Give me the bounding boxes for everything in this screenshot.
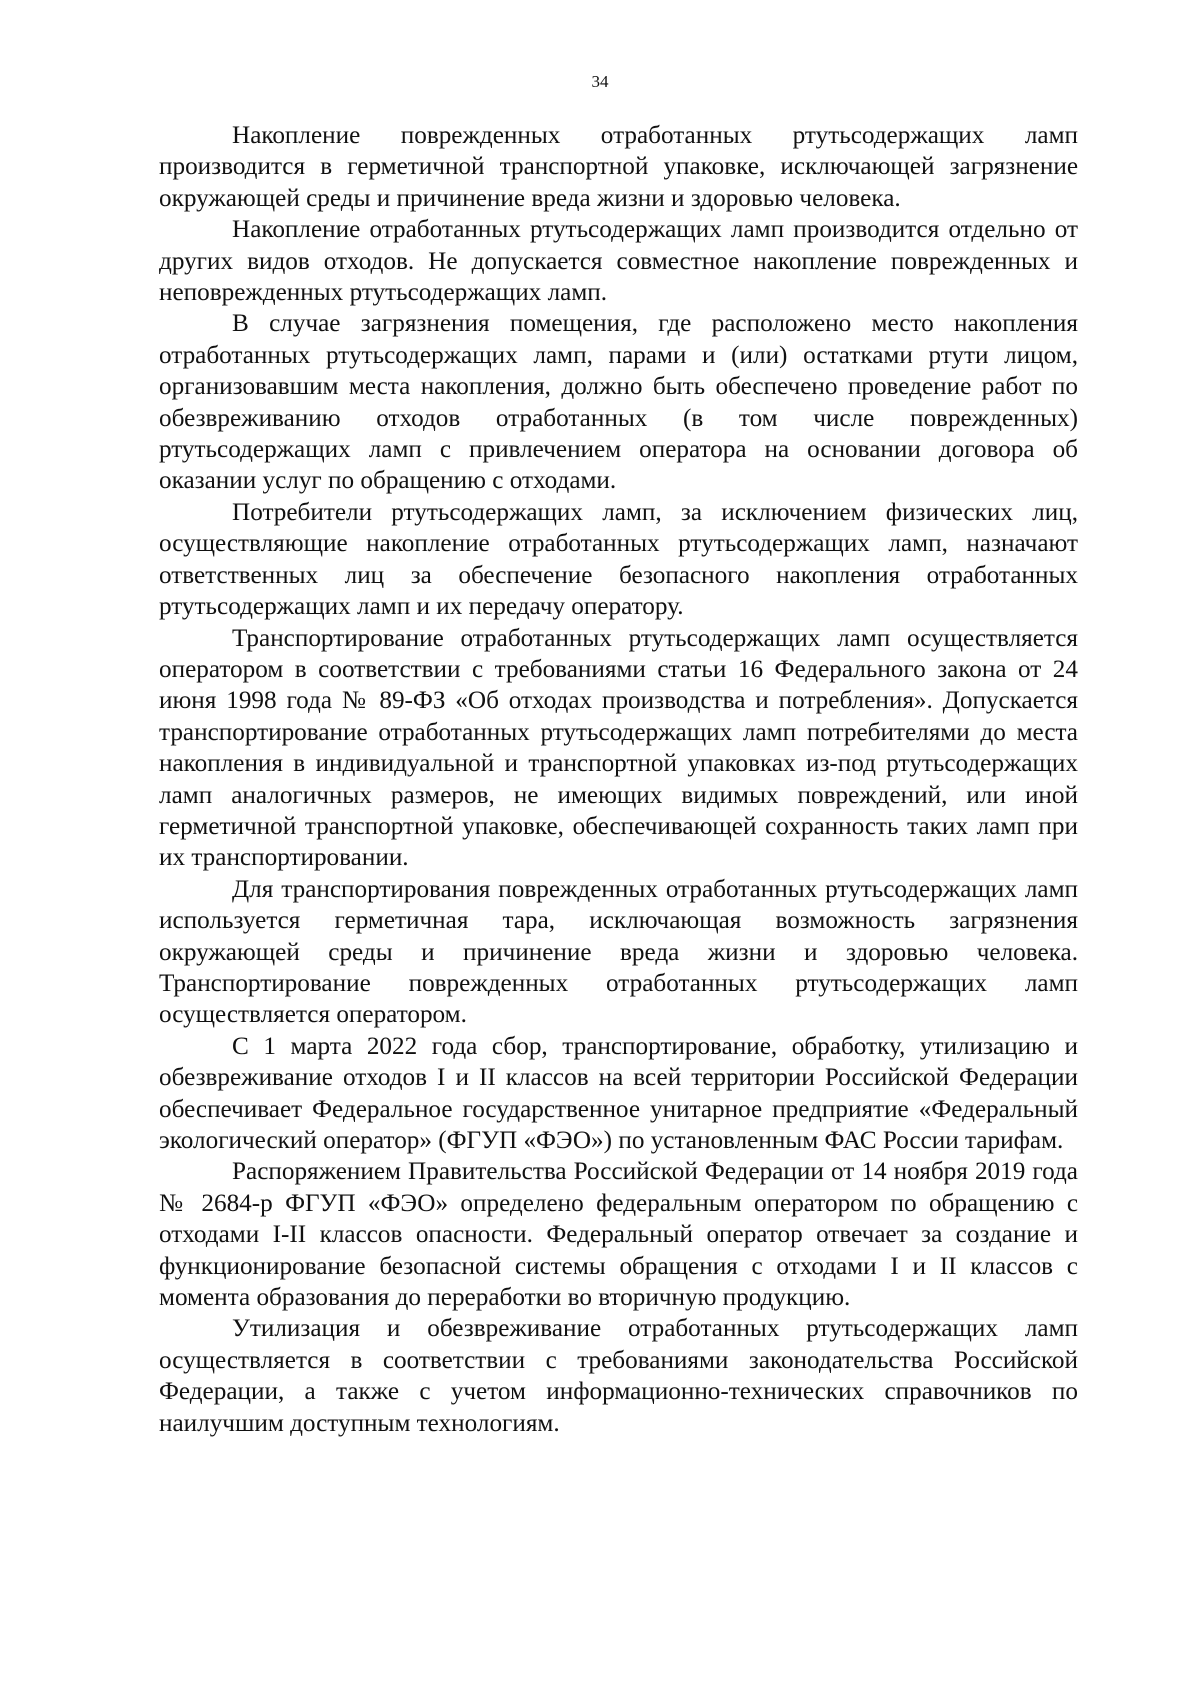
page-number: 34: [591, 72, 609, 91]
paragraph-government-order: Распоряжением Правительства Российской Федерации от 14 ноября 2019 года № 2684-р ФГУП «ФЭО» определено федеральным оператором по обращению с отходами I-II классов опасности. Федеральный оператор отвечает за создание и функционирование безопасной системы обращения с отходами I и II классов с момента образования до переработки во вторичную продукцию.: [159, 1158, 1078, 1312]
paragraph-contamination: В случае загрязнения помещения, где расположено место накопления отработанных ртутьсодержащих ламп, парами и (или) остатками ртути лицом, организовавшим места накопления, должно быть обеспечено проведение работ по обезвреживанию отходов отработанных (в том числе поврежденных) ртутьсодержащих ламп с привлечением оператора на основании договора об оказании услуг по обращению с отходами.: [159, 310, 1078, 495]
paragraph-feo-since-2022: С 1 марта 2022 года сбор, транспортирование, обработку, утилизацию и обезвреживание отходов I и II классов на всей территории Российской Федерации обеспечивает Федеральное государственное унитарное предприятие «Федеральный экологический оператор» (ФГУП «ФЭО») по установленным ФАС России тарифам.: [159, 1032, 1078, 1154]
paragraph-disposal: Утилизация и обезвреживание отработанных ртутьсодержащих ламп осуществляется в соответствии с требованиями законодательства Российской Федерации, а также с учетом информационно-технических справочников по наилучшим доступным технологиям.: [159, 1315, 1078, 1437]
document-body: [159, 120, 1078, 1439]
paragraph-damaged-transportation: Для транспортирования поврежденных отработанных ртутьсодержащих ламп используется герметичная тара, исключающая возможность загрязнения окружающей среды и причинение вреда жизни и здоровью человека. Транспортирование поврежденных отработанных ртутьсодержащих ламп осуществляется оператором.: [159, 875, 1078, 1029]
paragraph-transportation: Транспортирование отработанных ртутьсодержащих ламп осуществляется оператором в соответствии с требованиями статьи 16 Федерального закона от 24 июня 1998 года № 89-ФЗ «Об отходах производства и потребления». Допускается транспортирование отработанных ртутьсодержащих ламп потребителями до места накопления в индивидуальной и транспортной упаковках из-под ртутьсодержащих ламп аналогичных размеров, не имеющих видимых повреждений, или иной герметичной транспортной упаковке, обеспечивающей сохранность таких ламп при их транспортировании.: [159, 624, 1078, 872]
paragraph-lamp-damaged-storage: Накопление поврежденных отработанных ртутьсодержащих ламп производится в герметичной транспортной упаковке, исключающей загрязнение окружающей среды и причинение вреда жизни и здоровью человека.: [159, 122, 1078, 212]
paragraph-consumers-responsibility: Потребители ртутьсодержащих ламп, за исключением физических лиц, осуществляющие накопление отработанных ртутьсодержащих ламп, назначают ответственных лиц за обеспечение безопасного накопления отработанных ртутьсодержащих ламп и их передачу оператору.: [159, 498, 1078, 621]
paragraph-separate-storage: Накопление отработанных ртутьсодержащих ламп производится отдельно от других видов отходов. Не допускается совместное накопление поврежденных и неповрежденных ртутьсодержащих ламп.: [159, 216, 1078, 307]
